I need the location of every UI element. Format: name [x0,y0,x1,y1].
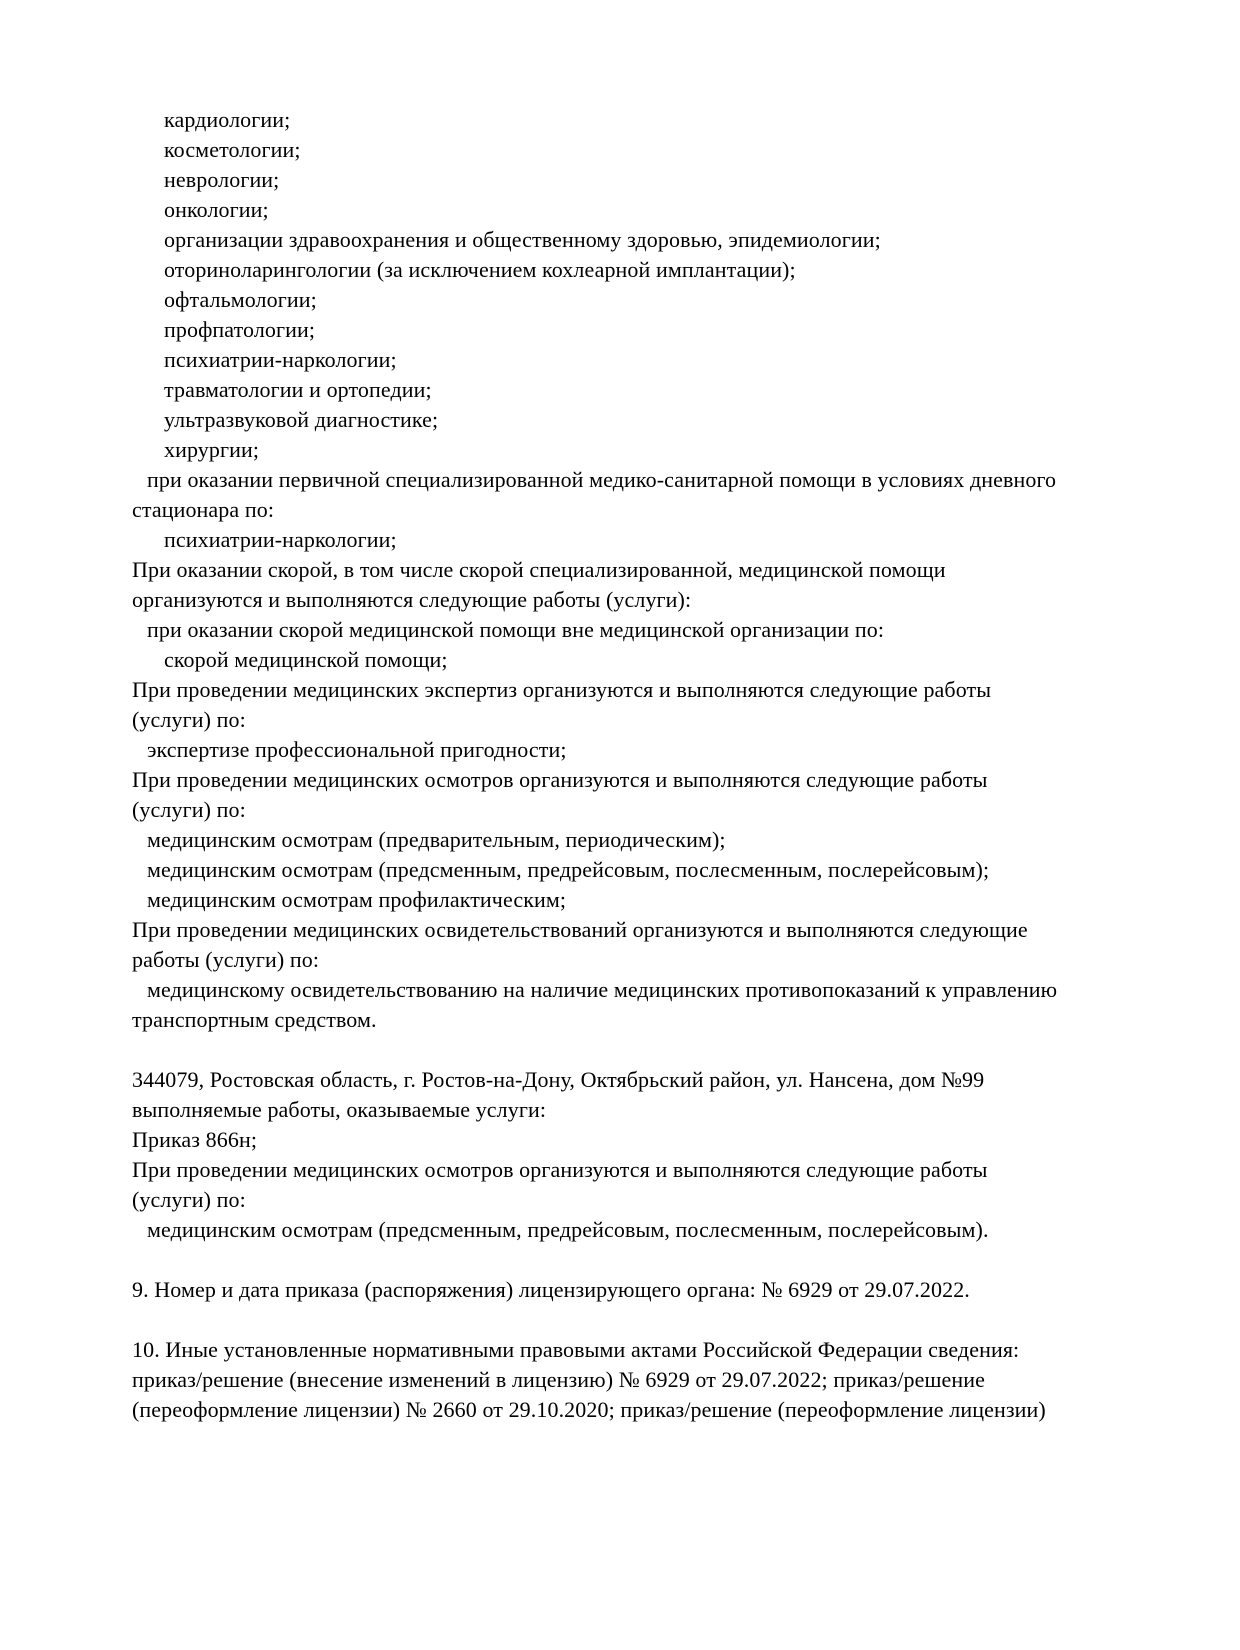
text-line: онкологии; [164,197,269,222]
text-line: (услуги) по: [132,797,246,822]
text-line: стационара по: [132,497,275,522]
document-text [132,105,1200,1425]
text-line: При проведении медицинских экспертиз организуются и выполняются следующие работы [132,677,992,702]
text-line: при оказании скорой медицинской помощи вне медицинской организации по: [147,617,885,642]
text-line: (услуги) по: [132,1187,246,1212]
text-line: При проведении медицинских освидетельствований организуются и выполняются следующие [132,917,1028,942]
text-line: психиатрии-наркологии; [164,527,397,552]
text-line: При проведении медицинских осмотров организуются и выполняются следующие работы [132,1157,988,1182]
text-line: неврологии; [164,167,280,192]
text-line: Приказ 866н; [132,1127,258,1152]
text-line: При оказании скорой, в том числе скорой специализированной, медицинской помощи [132,557,946,582]
text-line: организации здравоохранения и общественному здоровью, эпидемиологии; [164,227,881,252]
text-line: офтальмологии; [164,287,317,312]
text-line: При проведении медицинских осмотров организуются и выполняются следующие работы [132,767,988,792]
text-line: организуются и выполняются следующие работы (услуги): [132,587,692,612]
text-line: ультразвуковой диагностике; [164,407,439,432]
text-line: медицинскому освидетельствованию на наличие медицинских противопоказаний к управлению [147,977,1058,1002]
text-line: хирургии; [164,437,260,462]
text-line: при оказании первичной специализированной медико-санитарной помощи в условиях дневного [147,467,1057,492]
text-line: медицинским осмотрам (предсменным, предрейсовым, послесменным, послерейсовым); [147,857,990,882]
text-line: скорой медицинской помощи; [164,647,448,672]
text-line: транспортным средством. [132,1007,377,1032]
blank-line [132,1245,1200,1275]
text-line: 344079, Ростовская область, г. Ростов-на-Дону, Октябрьский район, ул. Нансена, дом №99 [132,1067,985,1092]
text-line: 9. Номер и дата приказа (распоряжения) лицензирующего органа: № 6929 от 29.07.2022. [132,1277,970,1302]
text-line: косметологии; [164,137,301,162]
text-line: медицинским осмотрам профилактическим; [147,887,567,912]
text-line: кардиологии; [164,107,291,132]
blank-line [132,1035,1200,1065]
text-line: работы (услуги) по: [132,947,320,972]
text-line: медицинским осмотрам (предварительным, периодическим); [147,827,726,852]
text-line: (переоформление лицензии) № 2660 от 29.10.2020; приказ/решение (переоформление лицензии) [132,1397,1046,1422]
text-line: (услуги) по: [132,707,246,732]
text-line: выполняемые работы, оказываемые услуги: [132,1097,547,1122]
blank-line [132,1305,1200,1335]
text-line: профпатологии; [164,317,316,342]
text-line: 10. Иные установленные нормативными правовыми актами Российской Федерации сведения: [132,1337,1020,1362]
text-line: психиатрии-наркологии; [164,347,397,372]
text-line: экспертизе профессиональной пригодности; [147,737,567,762]
text-line: медицинским осмотрам (предсменным, предрейсовым, послесменным, послерейсовым). [147,1217,989,1242]
text-line: приказ/решение (внесение изменений в лицензию) № 6929 от 29.07.2022; приказ/решение [132,1367,986,1392]
text-line: оториноларингологии (за исключением кохлеарной имплантации); [164,257,796,282]
text-line: травматологии и ортопедии; [164,377,432,402]
